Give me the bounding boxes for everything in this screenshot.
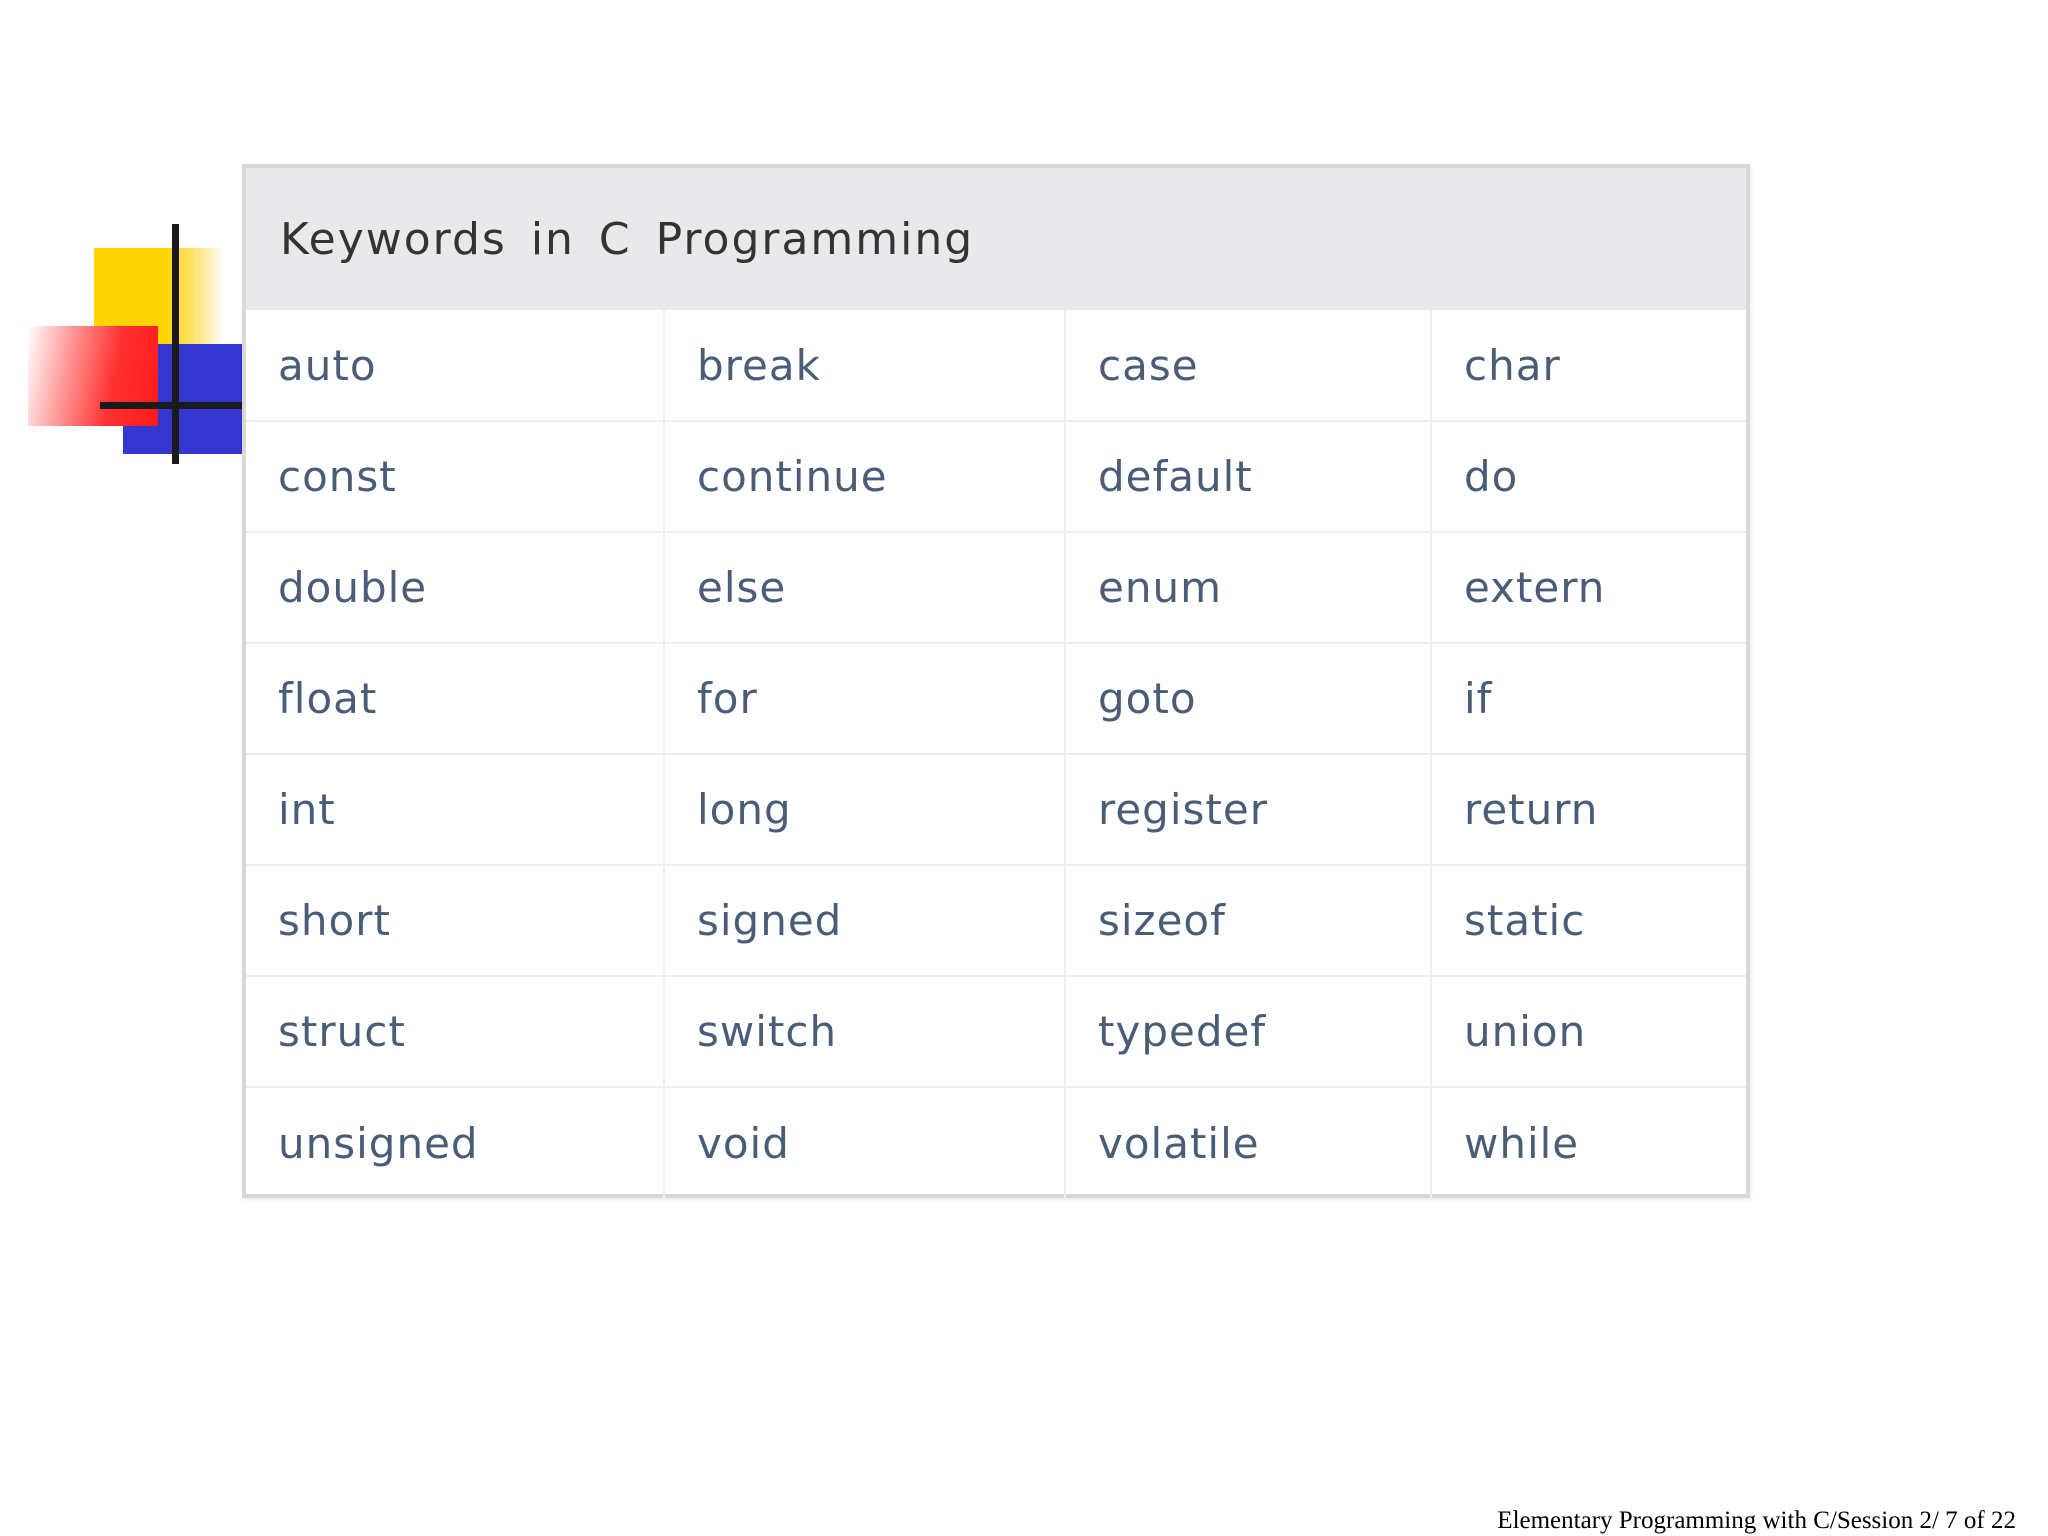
keyword-cell: double [246, 532, 664, 643]
keyword-cell: switch [664, 976, 1065, 1087]
table-row [246, 976, 1746, 1087]
keyword-cell: unsigned [246, 1087, 664, 1198]
keywords-table-card [242, 164, 1750, 1198]
table-header [246, 168, 1746, 310]
keyword-cell: if [1431, 643, 1746, 754]
keyword-cell: case [1065, 310, 1431, 421]
logo-red-square [28, 326, 158, 426]
keyword-cell: extern [1431, 532, 1746, 643]
keyword-cell: short [246, 865, 664, 976]
table-row [246, 532, 1746, 643]
keyword-cell: while [1464, 1118, 1580, 1168]
keyword-cell: else [664, 532, 1065, 643]
keyword-cell: union [1431, 976, 1746, 1087]
slide-logo-icon [28, 224, 228, 464]
keyword-cell: long [664, 754, 1065, 865]
table-row [246, 643, 1746, 754]
slide-footer: Elementary Programming with C/Session 2/ 7 of 22 [1497, 1507, 2016, 1534]
keyword-cell: char [1431, 310, 1746, 421]
keyword-cell: const [246, 421, 664, 532]
keyword-cell: typedef [1065, 976, 1431, 1087]
keyword-cell: signed [664, 865, 1065, 976]
table-title: Keywords in C Programming [280, 213, 975, 265]
keyword-cell: float [246, 643, 664, 754]
keyword-cell: register [1065, 754, 1431, 865]
keyword-cell: break [664, 310, 1065, 421]
table-row [246, 865, 1746, 976]
logo-horizontal-line [100, 402, 250, 409]
keyword-cell: continue [664, 421, 1065, 532]
keyword-cell: for [664, 643, 1065, 754]
keyword-cell: volatile [1065, 1087, 1431, 1198]
keyword-cell: int [246, 754, 664, 865]
table-row [246, 421, 1746, 532]
keyword-cell: sizeof [1065, 865, 1431, 976]
keyword-cell: default [1065, 421, 1431, 532]
logo-vertical-line [172, 224, 179, 464]
keywords-table [246, 310, 1746, 1198]
keyword-cell: struct [246, 976, 664, 1087]
keyword-cell: auto [246, 310, 664, 421]
keyword-cell: return [1431, 754, 1746, 865]
table-row [246, 310, 1746, 421]
keyword-cell: static [1431, 865, 1746, 976]
keyword-cell: enum [1065, 532, 1431, 643]
table-row [246, 1087, 1746, 1198]
keyword-cell: do [1431, 421, 1746, 532]
table-row [246, 754, 1746, 865]
keyword-cell: void [664, 1087, 1065, 1198]
keyword-cell: goto [1065, 643, 1431, 754]
